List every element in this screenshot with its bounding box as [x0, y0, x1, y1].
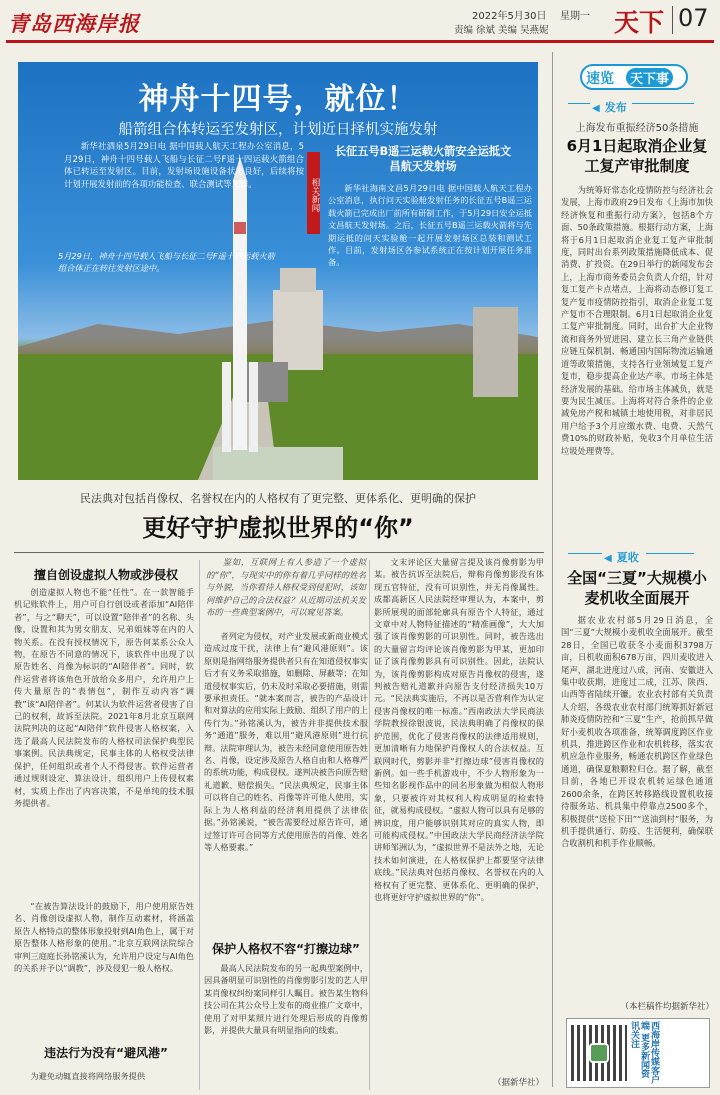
tag-harvest-label: 夏收: [616, 551, 639, 564]
qr-box: [566, 1018, 710, 1088]
feature-title: 更好守护虚拟世界的“你”: [142, 514, 414, 542]
feature-col2-b: 最高人民法院发布的另一起典型案例中，因具备明显可识别性的肖像剪影引发的艺人甲某肖像权纠纷案同样引人瞩目。被告某生物科技公司在其公众号上发布的商业推广文章中，使用了对甲某照片进行处理后形成的肖像剪影，并提供大量具有明显指向的线索。: [204, 963, 368, 1036]
newspaper-logo: 青岛西海岸报: [8, 11, 140, 36]
tag-release-arrow-icon: ◀: [592, 103, 600, 114]
story1-title: 6月1日起取消企业复工复产审批制度: [566, 137, 708, 175]
sidebar-brand-badge: [580, 64, 688, 90]
issue-date: 2022年5月30日: [472, 11, 547, 22]
feature-kicker: 民法典对包括肖像权、名誉权在内的人格权有了更完整、更体系化、更明确的保护: [80, 492, 476, 505]
related-news-tag: [307, 152, 320, 234]
sidebar-signature: （本栏稿件均据新华社）: [620, 1002, 714, 1012]
related-news-tag-label: 相关新闻: [310, 178, 320, 212]
tag-release-label: 发布: [604, 101, 627, 114]
story2-body: 据农业农村部5月29日消息，全国“三夏”大规模小麦机收全面展开。截至28日，全国已收获冬小麦面积3798万亩，日机收面积678万亩，四川麦收进入尾声，湖北进度过八成，河南、安徽进入集中收获期，进度过二成，江苏、陕西、山西等省陆续开镰。农业农村部有关负责人介绍，各级农业农村部门统筹抓好新冠肺炎疫情防控和“三夏”生产，抢前抓早做好小麦机收各项准备，统筹调度跨区作业机具，推进跨区作业和农机转移，落实农机应急作业服务，畅通农机跨区作业绿色通道，确保夏粮颗粒归仓。据了解，截至目前，各地已开设农机转运绿色通道2600余条，在跨区转移路线设置机收接待服务站、机具集中停靠点2500多个，积极提供“送检下田”“送油到村”服务，为机手提供通行、防疫、生活便利，确保联合收割机和机手作业顺畅。: [561, 615, 713, 849]
section-name: 天下: [614, 8, 665, 37]
feature-quote: 鉴如，互联网上有人参造了一个虚拟的“你”，与现实中的你有着几乎同样的姓名与外貌，当你看待人格权受到侵犯时，该如何维护自己的合法权益？从近期司法机关发布的一些典型案例中，可以窥见答案。: [206, 557, 366, 618]
feature-col1-a: 创造虚拟人物也不能“任性”。在一款智能手机记账软件上，用户可自行创设或者添加“AI陪伴者”，与之“聊天”，可以设置“陪伴者”的名称、头像，设置和其为男女朋友、兄弟姐妹等在内的人物关系。在没有授权情况下，原告何某系公众人物，在原告不同意的情况下，该软件中出现了以原告姓名、肖像为标识的“AI陪伴者”。同时，软件运营者将该角色开放给众多用户，允许用户上传大量原告的“表情包”，制作互动内容“调教”该“AI陪伴者”。何某认为软件运营者侵害了自己的权利，故诉至法院。2021年8月北京互联网法院判决的这起“AI陪伴”软件侵害人格权案，入选了最高人民法院发布的人格权司法保护典型民事案例。民法典规定，民事主体的人格权受法律保护，任何组织或者个人不得侵害。软件运营者通过规则设定、算法设计，组织用户上传侵权素材，实质上作出了内容决策，不是单纯的技术服务提供者。: [14, 587, 194, 808]
feature-subhead-1b: 违法行为没有“避风港”: [44, 1046, 168, 1060]
story1-lead: 上海发布重振经济50条措施: [575, 123, 699, 134]
feature-col1-b: “在被告算法设计的鼓励下，用户使用原告姓名、肖像创设虚拟人物，制作互动素材，将涵盖原告人格特点的整体形象投射到AI角色上，属于对原告整体人格形象的使用。”北京互联网法院综合审判三庭庭长孙铭溪认为，允许用户设定与AI角色的关系并予以“调教”，涉及侵犯一般人格权。: [14, 901, 194, 974]
hero-title: 神舟十四号，就位！: [138, 82, 418, 117]
hero-caption: 5月29日，神舟十四号载人飞船与长征二号F遥十四运载火箭组合体正在转往发射区途中。: [58, 251, 275, 274]
tag-release: [592, 96, 627, 114]
story1-body: 为统筹好常态化疫情防控与经济社会发展，上海市政府29日发布《上海市加快经济恢复和重振行动方案》，包括8个方面、50条政策措施。根据行动方案，上海将于6月1日起取消企业复工复产审批制度，同时出台系列政策措施降低成本、促消费、扩投资。在29日举行的新闻发布会上，上海市商务委员会负责人介绍，针对复工复产卡点堵点，上海将动态修订复工复产复市疫情防控指引，取消企业复工复产复市不合理限制。6月1日起取消企业复工复产审批制度。同时，出台扩大企业物流和商务外贸进园、建立长三角产业链供应链互保机制、畅通国内国际物流运输通道等政策措施，支持各行业领域复工复产复市，稳步提高企业达产率。市场主体是经济发展的基础。给市场主体减负，就是要为民生减压。上海将对符合条件的企业减免房产税和城镇土地使用税，对非居民用户给予3个月应缴水费、电费、天然气费10%的财政补贴，免收3个月单位生活垃圾处理费等。: [561, 185, 713, 456]
sidebar-brand-2: 天下事: [626, 68, 673, 87]
feature-col2-a: 者列定为侵权，对产业发展或新商业模式造成过度干扰，法律上有“避风港原则”。该原则是指网络服务提供者只有在知道侵权事实后才有义务采取措施，如删除、屏蔽等；在知道侵权事实后，仍未及时采取必要措施，则需要承担责任。“就本案而言，被告的产品设计和对算法的应用实际上鼓励、组织了用户的上传行为。”孙铭溪认为，被告并非提供技术服务“通道”服务，难以用“避风港原则”进行抗辩。法院审理认为，被告未经同意使用原告姓名、肖像，设定涉及原告人格自由和人格尊严的系统功能，构成侵权。遂判决被告向原告赔礼道歉、赔偿损失。“民法典规定，民事主体可以将自己的姓名、肖像等许可他人使用，实际上为人格利益的经济利用提供了法律依据。”孙铭溪说，“被告需要经过原告许可，通过签订许可合同等方式使用原告的肖像、姓名等人格要素。”: [204, 631, 368, 852]
hero-subtitle: 船箭组合体转运至发射区，计划近日择机实施发射: [118, 122, 438, 138]
feature-subhead-1: 擅自创设虚拟人物或涉侵权: [33, 568, 178, 582]
tag-harvest: [604, 546, 639, 564]
related-news-title: 长征五号B遥三运载火箭安全运抵文昌航天发射场: [334, 145, 512, 173]
sidebar-brand: 速览: [586, 71, 614, 87]
feature-source: （据新华社）: [492, 1078, 544, 1088]
qr-code-icon[interactable]: [571, 1025, 627, 1081]
related-news-body: 新华社海南文昌5月29日电 据中国载人航天工程办公室消息，执行问天实验舱发射任务的长征五号B遥三运载火箭已完成出厂前所有研制工作，于5月29日安全运抵文昌航天发射场。之后，长征五号B遥三运载火箭将与先期运抵的问天实验舱一起开展发射场区总装和测试工作。目前，发射场区各参试系统正在按计划开展任务准备。: [328, 183, 532, 268]
feature-subhead-2: 保护人格权不容“打擦边球”: [212, 942, 360, 956]
feature-col1-c: 为避免动辄直接将网络服务提供: [30, 1071, 146, 1081]
story2-title: 全国“三夏”大规模小麦机收全面展开: [567, 569, 707, 607]
hero-lead: 新华社酒泉5月29日电 据中国载人航天工程办公室消息，5月29日，神舟十四号载人飞船与长征二号F遥十四运载火箭组合体已转运至发射区。目前，发射场设施设备状态良好，后续将按计划开展发射前的各项功能检查、联合测试等工作。: [64, 141, 304, 189]
tag-harvest-arrow-icon: ◀: [604, 553, 612, 564]
feature-col3: 文末评论区大量留言提及该肖像剪影为甲某。被告抗诉至法院后，辩称肖像剪影没有体现五官特征，没有可识别性，并无肖像属性。成都高新区人民法院经审理认为，本案中，剪影所展现的面部轮廓具有原告个人特征，通过文章中对人物特征描述的“精准画像”，大大加强了该肖像剪影的可识别性。同时，被告选出的大量留言均评论该肖像剪影为甲某，更加印证了该肖像剪影具有可识别性。因此，法院认为，该肖像剪影构成对原告肖像权的侵害，遂判被告赔礼道歉并向原告支付经济损失10万元。“民法典实施后，不再以是否营利作为认定侵害肖像权的唯一标准。”西南政法大学民商法学院教授徐银波说，民法典明确了肖像权的保护范围，优化了侵害肖像权的法律适用规则，更加清晰有力地保护肖像权人的合法权益。互联网时代，剪影并非“打擦边球”侵害肖像权的新例。如一些手机游戏中，不少人物形象为一些知名影视作品中的同名形象做为相似人物形象，只要被许对其权利人构成明显的检索特征，就易构成侵权。“虚拟人物可以具有足够的辨识度，用户能够识别其对应的真实人物，即可能构成侵权。”中国政法大学民商经济法学院讲师邹洲认为，“虚拟世界不是法外之地，无论技术如何演进，在人格权保护上都要坚守法律底线。”民法典对包括肖像权、名誉权在内的人格权有了更完整、更体系化、更明确的保护，也将更好守护虚拟世界的“你”。: [374, 557, 544, 902]
qr-caption: 西海岸传媒客户端 更多新闻资讯关注: [629, 1021, 659, 1084]
hero-photo: [18, 62, 538, 480]
page-number: 07: [678, 4, 709, 32]
masthead: [0, 0, 720, 40]
editors: 责编 徐斌 美编 吴燕妮: [454, 25, 549, 36]
weekday: 星期一: [560, 11, 590, 22]
